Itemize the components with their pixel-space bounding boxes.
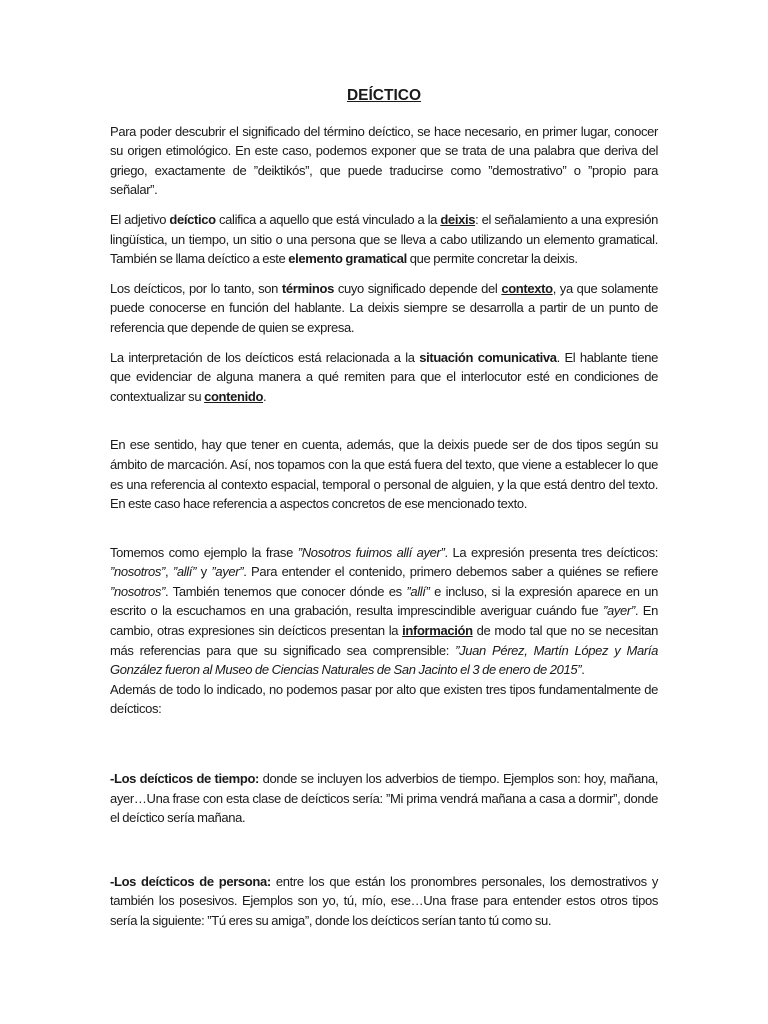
text-span: , [165, 564, 173, 580]
paragraph-person-deictics [110, 872, 658, 931]
italic-word: ”nosotros” [110, 564, 166, 580]
paragraph-etymology [110, 122, 658, 200]
italic-word: ”allí” [172, 564, 197, 580]
document-page [110, 86, 658, 941]
text-span: : el señalamiento a una expresión lingüística, un tiempo, un sitio o una persona que se lleva a cabo utilizando un elemento gramatical. También se llama deíctico a este [110, 211, 658, 267]
italic-example-phrase: ”Juan Pérez, Martín López y María González fueron al Museo de Ciencias Naturales de San Jacinto el 3 de enero de 2015” [110, 642, 659, 678]
paragraph-text: En ese sentido, hay que tener en cuenta, además, que la deixis puede ser de dos tipos según su ámbito de marcación. Así, nos topamos con la que está fuera del texto, que viene a establecer lo que es una referencia al contexto espacial, temporal o personal de alguien, y la que está dentro del texto. En este caso hace referencia a aspectos concretos de ese mencionado texto. [110, 437, 658, 512]
italic-word: ”allí” [406, 583, 430, 599]
bold-term-situacion-comunicativa: situación comunicativa [419, 349, 557, 365]
paragraph-adjective [110, 210, 658, 269]
link-informacion[interactable]: información [402, 623, 473, 639]
paragraph-context [110, 279, 658, 338]
text-span: . [263, 388, 267, 404]
link-contenido[interactable]: contenido [204, 388, 264, 404]
paragraph-text: Para poder descubrir el significado del término deíctico, se hace necesario, en primer lugar, conocer su origen etimológico. En este caso, podemos exponer que se trata de una palabra que deriva del griego, exactamente de ”deiktikós”, que puede traducirse como ”demostrativo” o ”propio para señalar”. [110, 123, 658, 198]
text-span: , ya que solamente puede conocerse en función del hablante. La deixis siempre se desarrolla a partir de un punto de referencia que depende de quien se expresa. [110, 280, 658, 335]
paragraph-time-deictics [110, 769, 658, 828]
link-contexto[interactable]: contexto [501, 280, 553, 296]
text-span: cuyo significado depende del [334, 280, 502, 296]
text-span: Tomemos como ejemplo la frase [110, 544, 298, 560]
text-span: Los deícticos, por lo tanto, son [110, 280, 282, 296]
bold-term-terminos: términos [281, 280, 334, 296]
paragraph-text: Además de todo lo indicado, no podemos pasar por alto que existen tres tipos fundamentalmente de deícticos: [110, 681, 658, 717]
paragraph-three-types [110, 680, 658, 719]
text-span: que permite concretar la deixis. [406, 251, 578, 267]
link-deixis[interactable]: deixis [440, 211, 476, 227]
italic-example-phrase: ”Nosotros fuimos allí ayer” [297, 544, 445, 560]
paragraph-deixis-types [110, 435, 658, 513]
text-span: e incluso, si la expresión aparece en un escrito o la escuchamos en una grabación, resulta imprescindible averiguar cuándo fue [110, 583, 658, 619]
text-span: . [581, 662, 585, 678]
italic-word: ”ayer” [211, 564, 244, 580]
text-span: entre los que están los pronombres personales, los demostrativos y también los posesivos. Ejemplos son yo, tú, mío, ese…Una frase para entender estos otros tipos sería la siguiente: ”Tú eres su amiga”, donde los deícticos serían tanto tú como su. [110, 873, 658, 928]
text-span: La interpretación de los deícticos está relacionada a la [110, 349, 420, 365]
bold-term-elemento-gramatical: elemento gramatical [288, 251, 407, 267]
italic-word: ”nosotros” [110, 583, 166, 599]
text-span: de modo tal que no se necesitan más referencias para que su significado sea comprensible: [110, 623, 658, 658]
text-span: El adjetivo [110, 211, 170, 227]
text-span: . También tenemos que conocer dónde es [165, 583, 407, 599]
text-span: . En cambio, otras expresiones sin deícticos presentan la [110, 603, 659, 639]
bold-term-deictico: deíctico [169, 211, 216, 227]
heading-deicticos-tiempo: -Los deícticos de tiempo: [110, 771, 260, 787]
text-span: . Para entender el contenido, primero debemos saber a quiénes se refiere [243, 564, 659, 580]
heading-deicticos-persona: -Los deícticos de persona: [110, 873, 271, 889]
text-span: . El hablante tiene que evidenciar de alguna manera a qué remiten para que el interlocutor esté en condiciones de contextualizar su [110, 349, 658, 404]
paragraph-example [110, 543, 658, 680]
italic-word: ”ayer” [602, 603, 635, 619]
text-span: . La expresión presenta tres deícticos: [444, 544, 658, 560]
document-title: DEÍCTICO [346, 87, 422, 104]
text-span: y [196, 564, 212, 580]
text-span: califica a aquello que está vinculado a la [215, 211, 441, 227]
text-span: donde se incluyen los adverbios de tiempo. Ejemplos son: hoy, mañana, ayer…Una frase con esta clase de deícticos sería: ”Mi prima vendrá mañana a casa a dormir”, donde el deíctico sería mañana. [110, 771, 658, 826]
paragraph-interpretation [110, 348, 658, 407]
